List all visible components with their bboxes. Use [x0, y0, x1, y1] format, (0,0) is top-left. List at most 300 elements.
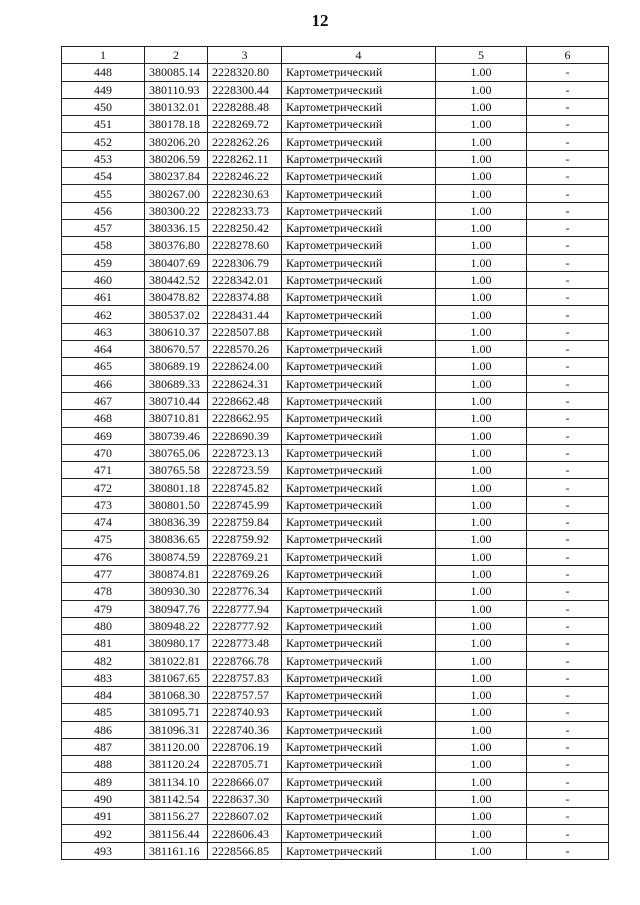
x-coordinate-cell: 380300.22 [145, 202, 208, 219]
table-row [62, 168, 609, 185]
point-number-cell: 456 [62, 202, 145, 219]
x-coordinate-cell: 380376.80 [145, 237, 208, 254]
y-coordinate-cell: 2228230.63 [208, 185, 282, 202]
note-cell: - [527, 341, 609, 358]
y-coordinate-cell: 2228773.48 [208, 635, 282, 652]
note-cell: - [527, 756, 609, 773]
point-number-cell: 473 [62, 496, 145, 513]
table-row [62, 358, 609, 375]
method-cell: Картометрический [282, 842, 436, 859]
method-cell: Картометрический [282, 669, 436, 686]
point-number-cell: 487 [62, 738, 145, 755]
method-cell: Картометрический [282, 341, 436, 358]
x-coordinate-cell: 380132.01 [145, 98, 208, 115]
table-row [62, 704, 609, 721]
y-coordinate-cell: 2228769.21 [208, 548, 282, 565]
x-coordinate-cell: 380801.18 [145, 479, 208, 496]
note-cell: - [527, 479, 609, 496]
accuracy-cell: 1.00 [436, 392, 527, 409]
method-cell: Картометрический [282, 98, 436, 115]
method-cell: Картометрический [282, 617, 436, 634]
accuracy-cell: 1.00 [436, 808, 527, 825]
accuracy-cell: 1.00 [436, 583, 527, 600]
accuracy-cell: 1.00 [436, 358, 527, 375]
method-cell: Картометрический [282, 271, 436, 288]
header-cell: 2 [145, 47, 208, 64]
table-row [62, 427, 609, 444]
x-coordinate-cell: 380178.18 [145, 116, 208, 133]
method-cell: Картометрический [282, 652, 436, 669]
note-cell: - [527, 306, 609, 323]
table-row [62, 669, 609, 686]
point-number-cell: 463 [62, 323, 145, 340]
point-number-cell: 464 [62, 341, 145, 358]
y-coordinate-cell: 2228233.73 [208, 202, 282, 219]
accuracy-cell: 1.00 [436, 479, 527, 496]
header-cell: 6 [527, 47, 609, 64]
y-coordinate-cell: 2228607.02 [208, 808, 282, 825]
method-cell: Картометрический [282, 496, 436, 513]
table-row [62, 738, 609, 755]
method-cell: Картометрический [282, 289, 436, 306]
accuracy-cell: 1.00 [436, 168, 527, 185]
accuracy-cell: 1.00 [436, 842, 527, 859]
note-cell: - [527, 150, 609, 167]
table-header-row [62, 47, 609, 64]
x-coordinate-cell: 380874.81 [145, 565, 208, 582]
method-cell: Картометрический [282, 168, 436, 185]
x-coordinate-cell: 380930.30 [145, 583, 208, 600]
y-coordinate-cell: 2228246.22 [208, 168, 282, 185]
table-row [62, 600, 609, 617]
note-cell: - [527, 721, 609, 738]
point-number-cell: 481 [62, 635, 145, 652]
x-coordinate-cell: 380874.59 [145, 548, 208, 565]
y-coordinate-cell: 2228250.42 [208, 219, 282, 236]
accuracy-cell: 1.00 [436, 548, 527, 565]
point-number-cell: 465 [62, 358, 145, 375]
x-coordinate-cell: 380689.33 [145, 375, 208, 392]
x-coordinate-cell: 380336.15 [145, 219, 208, 236]
accuracy-cell: 1.00 [436, 756, 527, 773]
method-cell: Картометрический [282, 202, 436, 219]
x-coordinate-cell: 380947.76 [145, 600, 208, 617]
y-coordinate-cell: 2228777.94 [208, 600, 282, 617]
point-number-cell: 466 [62, 375, 145, 392]
accuracy-cell: 1.00 [436, 444, 527, 461]
y-coordinate-cell: 2228288.48 [208, 98, 282, 115]
method-cell: Картометрический [282, 462, 436, 479]
accuracy-cell: 1.00 [436, 531, 527, 548]
method-cell: Картометрический [282, 721, 436, 738]
note-cell: - [527, 842, 609, 859]
table-row [62, 514, 609, 531]
y-coordinate-cell: 2228690.39 [208, 427, 282, 444]
x-coordinate-cell: 380442.52 [145, 271, 208, 288]
note-cell: - [527, 496, 609, 513]
method-cell: Картометрический [282, 410, 436, 427]
method-cell: Картометрический [282, 306, 436, 323]
accuracy-cell: 1.00 [436, 669, 527, 686]
y-coordinate-cell: 2228706.19 [208, 738, 282, 755]
point-number-cell: 486 [62, 721, 145, 738]
point-number-cell: 453 [62, 150, 145, 167]
method-cell: Картометрический [282, 375, 436, 392]
accuracy-cell: 1.00 [436, 116, 527, 133]
method-cell: Картометрический [282, 514, 436, 531]
note-cell: - [527, 64, 609, 81]
point-number-cell: 482 [62, 652, 145, 669]
table-row [62, 116, 609, 133]
x-coordinate-cell: 380237.84 [145, 168, 208, 185]
y-coordinate-cell: 2228624.00 [208, 358, 282, 375]
note-cell: - [527, 462, 609, 479]
accuracy-cell: 1.00 [436, 133, 527, 150]
point-number-cell: 451 [62, 116, 145, 133]
point-number-cell: 459 [62, 254, 145, 271]
x-coordinate-cell: 381134.10 [145, 773, 208, 790]
point-number-cell: 460 [62, 271, 145, 288]
x-coordinate-cell: 381156.27 [145, 808, 208, 825]
x-coordinate-cell: 380836.65 [145, 531, 208, 548]
note-cell: - [527, 444, 609, 461]
point-number-cell: 462 [62, 306, 145, 323]
accuracy-cell: 1.00 [436, 721, 527, 738]
point-number-cell: 458 [62, 237, 145, 254]
table-body [62, 64, 609, 860]
x-coordinate-cell: 381095.71 [145, 704, 208, 721]
method-cell: Картометрический [282, 565, 436, 582]
table-row [62, 392, 609, 409]
accuracy-cell: 1.00 [436, 323, 527, 340]
note-cell: - [527, 254, 609, 271]
method-cell: Картометрический [282, 548, 436, 565]
accuracy-cell: 1.00 [436, 704, 527, 721]
table-row [62, 496, 609, 513]
x-coordinate-cell: 381022.81 [145, 652, 208, 669]
method-cell: Картометрический [282, 756, 436, 773]
note-cell: - [527, 185, 609, 202]
x-coordinate-cell: 380206.59 [145, 150, 208, 167]
table-row [62, 375, 609, 392]
table-row [62, 410, 609, 427]
accuracy-cell: 1.00 [436, 600, 527, 617]
y-coordinate-cell: 2228766.78 [208, 652, 282, 669]
table-row [62, 444, 609, 461]
y-coordinate-cell: 2228624.31 [208, 375, 282, 392]
y-coordinate-cell: 2228342.01 [208, 271, 282, 288]
point-number-cell: 449 [62, 81, 145, 98]
table-row [62, 617, 609, 634]
accuracy-cell: 1.00 [436, 565, 527, 582]
accuracy-cell: 1.00 [436, 306, 527, 323]
method-cell: Картометрический [282, 773, 436, 790]
y-coordinate-cell: 2228300.44 [208, 81, 282, 98]
y-coordinate-cell: 2228320.80 [208, 64, 282, 81]
accuracy-cell: 1.00 [436, 617, 527, 634]
point-number-cell: 492 [62, 825, 145, 842]
y-coordinate-cell: 2228262.11 [208, 150, 282, 167]
accuracy-cell: 1.00 [436, 150, 527, 167]
x-coordinate-cell: 381161.16 [145, 842, 208, 859]
x-coordinate-cell: 380765.58 [145, 462, 208, 479]
header-cell: 4 [282, 47, 436, 64]
note-cell: - [527, 635, 609, 652]
accuracy-cell: 1.00 [436, 289, 527, 306]
accuracy-cell: 1.00 [436, 462, 527, 479]
method-cell: Картометрический [282, 427, 436, 444]
point-number-cell: 467 [62, 392, 145, 409]
note-cell: - [527, 531, 609, 548]
note-cell: - [527, 81, 609, 98]
y-coordinate-cell: 2228759.92 [208, 531, 282, 548]
x-coordinate-cell: 380801.50 [145, 496, 208, 513]
method-cell: Картометрический [282, 738, 436, 755]
x-coordinate-cell: 380267.00 [145, 185, 208, 202]
point-number-cell: 461 [62, 289, 145, 306]
point-number-cell: 479 [62, 600, 145, 617]
x-coordinate-cell: 380478.82 [145, 289, 208, 306]
header-cell: 5 [436, 47, 527, 64]
note-cell: - [527, 514, 609, 531]
point-number-cell: 471 [62, 462, 145, 479]
point-number-cell: 469 [62, 427, 145, 444]
accuracy-cell: 1.00 [436, 81, 527, 98]
accuracy-cell: 1.00 [436, 98, 527, 115]
point-number-cell: 448 [62, 64, 145, 81]
x-coordinate-cell: 381067.65 [145, 669, 208, 686]
y-coordinate-cell: 2228723.13 [208, 444, 282, 461]
method-cell: Картометрический [282, 686, 436, 703]
table-row [62, 64, 609, 81]
note-cell: - [527, 600, 609, 617]
method-cell: Картометрический [282, 133, 436, 150]
method-cell: Картометрический [282, 635, 436, 652]
note-cell: - [527, 219, 609, 236]
x-coordinate-cell: 380610.37 [145, 323, 208, 340]
y-coordinate-cell: 2228269.72 [208, 116, 282, 133]
y-coordinate-cell: 2228723.59 [208, 462, 282, 479]
note-cell: - [527, 583, 609, 600]
table-row [62, 341, 609, 358]
table-row [62, 323, 609, 340]
table-row [62, 133, 609, 150]
point-number-cell: 474 [62, 514, 145, 531]
note-cell: - [527, 271, 609, 288]
method-cell: Картометрический [282, 358, 436, 375]
note-cell: - [527, 686, 609, 703]
note-cell: - [527, 790, 609, 807]
x-coordinate-cell: 380836.39 [145, 514, 208, 531]
table-row [62, 185, 609, 202]
table-row [62, 842, 609, 859]
point-number-cell: 468 [62, 410, 145, 427]
point-number-cell: 483 [62, 669, 145, 686]
accuracy-cell: 1.00 [436, 254, 527, 271]
accuracy-cell: 1.00 [436, 271, 527, 288]
x-coordinate-cell: 380710.81 [145, 410, 208, 427]
note-cell: - [527, 202, 609, 219]
table-row [62, 583, 609, 600]
y-coordinate-cell: 2228740.36 [208, 721, 282, 738]
point-number-cell: 478 [62, 583, 145, 600]
method-cell: Картометрический [282, 185, 436, 202]
accuracy-cell: 1.00 [436, 514, 527, 531]
table-row [62, 219, 609, 236]
note-cell: - [527, 738, 609, 755]
note-cell: - [527, 289, 609, 306]
table-row [62, 773, 609, 790]
table-row [62, 202, 609, 219]
table-row [62, 81, 609, 98]
point-number-cell: 489 [62, 773, 145, 790]
page-number: 12 [311, 11, 329, 30]
note-cell: - [527, 237, 609, 254]
method-cell: Картометрический [282, 808, 436, 825]
method-cell: Картометрический [282, 323, 436, 340]
method-cell: Картометрический [282, 704, 436, 721]
point-number-cell: 488 [62, 756, 145, 773]
accuracy-cell: 1.00 [436, 825, 527, 842]
x-coordinate-cell: 380407.69 [145, 254, 208, 271]
point-number-cell: 485 [62, 704, 145, 721]
y-coordinate-cell: 2228769.26 [208, 565, 282, 582]
y-coordinate-cell: 2228278.60 [208, 237, 282, 254]
y-coordinate-cell: 2228374.88 [208, 289, 282, 306]
y-coordinate-cell: 2228306.79 [208, 254, 282, 271]
x-coordinate-cell: 380206.20 [145, 133, 208, 150]
note-cell: - [527, 133, 609, 150]
note-cell: - [527, 358, 609, 375]
note-cell: - [527, 825, 609, 842]
method-cell: Картометрический [282, 479, 436, 496]
method-cell: Картометрический [282, 790, 436, 807]
y-coordinate-cell: 2228262.26 [208, 133, 282, 150]
method-cell: Картометрический [282, 444, 436, 461]
method-cell: Картометрический [282, 825, 436, 842]
table-row [62, 548, 609, 565]
table-row [62, 565, 609, 582]
accuracy-cell: 1.00 [436, 686, 527, 703]
method-cell: Картометрический [282, 237, 436, 254]
y-coordinate-cell: 2228666.07 [208, 773, 282, 790]
method-cell: Картометрический [282, 531, 436, 548]
y-coordinate-cell: 2228507.88 [208, 323, 282, 340]
note-cell: - [527, 704, 609, 721]
y-coordinate-cell: 2228745.82 [208, 479, 282, 496]
y-coordinate-cell: 2228759.84 [208, 514, 282, 531]
x-coordinate-cell: 380670.57 [145, 341, 208, 358]
accuracy-cell: 1.00 [436, 790, 527, 807]
y-coordinate-cell: 2228431.44 [208, 306, 282, 323]
point-number-cell: 457 [62, 219, 145, 236]
table-row [62, 479, 609, 496]
point-number-cell: 470 [62, 444, 145, 461]
y-coordinate-cell: 2228705.71 [208, 756, 282, 773]
note-cell: - [527, 652, 609, 669]
table-row [62, 531, 609, 548]
point-number-cell: 491 [62, 808, 145, 825]
coordinates-table [61, 46, 609, 860]
y-coordinate-cell: 2228637.30 [208, 790, 282, 807]
table-row [62, 635, 609, 652]
method-cell: Картометрический [282, 81, 436, 98]
note-cell: - [527, 168, 609, 185]
note-cell: - [527, 773, 609, 790]
point-number-cell: 472 [62, 479, 145, 496]
note-cell: - [527, 808, 609, 825]
accuracy-cell: 1.00 [436, 738, 527, 755]
x-coordinate-cell: 380710.44 [145, 392, 208, 409]
y-coordinate-cell: 2228566.85 [208, 842, 282, 859]
note-cell: - [527, 98, 609, 115]
note-cell: - [527, 375, 609, 392]
x-coordinate-cell: 380765.06 [145, 444, 208, 461]
point-number-cell: 490 [62, 790, 145, 807]
y-coordinate-cell: 2228740.93 [208, 704, 282, 721]
table-row [62, 271, 609, 288]
x-coordinate-cell: 381142.54 [145, 790, 208, 807]
x-coordinate-cell: 381068.30 [145, 686, 208, 703]
point-number-cell: 454 [62, 168, 145, 185]
y-coordinate-cell: 2228757.83 [208, 669, 282, 686]
table-row [62, 808, 609, 825]
table-row [62, 254, 609, 271]
table-row [62, 756, 609, 773]
y-coordinate-cell: 2228662.48 [208, 392, 282, 409]
accuracy-cell: 1.00 [436, 427, 527, 444]
point-number-cell: 484 [62, 686, 145, 703]
note-cell: - [527, 410, 609, 427]
method-cell: Картометрический [282, 583, 436, 600]
note-cell: - [527, 617, 609, 634]
note-cell: - [527, 323, 609, 340]
accuracy-cell: 1.00 [436, 202, 527, 219]
point-number-cell: 455 [62, 185, 145, 202]
note-cell: - [527, 548, 609, 565]
table-row [62, 790, 609, 807]
method-cell: Картометрический [282, 392, 436, 409]
x-coordinate-cell: 380085.14 [145, 64, 208, 81]
accuracy-cell: 1.00 [436, 219, 527, 236]
accuracy-cell: 1.00 [436, 496, 527, 513]
y-coordinate-cell: 2228745.99 [208, 496, 282, 513]
x-coordinate-cell: 380980.17 [145, 635, 208, 652]
accuracy-cell: 1.00 [436, 185, 527, 202]
table-row [62, 306, 609, 323]
note-cell: - [527, 565, 609, 582]
method-cell: Картометрический [282, 600, 436, 617]
note-cell: - [527, 427, 609, 444]
x-coordinate-cell: 380537.02 [145, 306, 208, 323]
x-coordinate-cell: 381156.44 [145, 825, 208, 842]
method-cell: Картометрический [282, 116, 436, 133]
x-coordinate-cell: 380948.22 [145, 617, 208, 634]
y-coordinate-cell: 2228777.92 [208, 617, 282, 634]
note-cell: - [527, 669, 609, 686]
table-row [62, 98, 609, 115]
table-row [62, 721, 609, 738]
table-row [62, 237, 609, 254]
note-cell: - [527, 116, 609, 133]
table-row [62, 150, 609, 167]
accuracy-cell: 1.00 [436, 652, 527, 669]
method-cell: Картометрический [282, 219, 436, 236]
point-number-cell: 480 [62, 617, 145, 634]
y-coordinate-cell: 2228570.26 [208, 341, 282, 358]
y-coordinate-cell: 2228757.57 [208, 686, 282, 703]
header-cell: 1 [62, 47, 145, 64]
